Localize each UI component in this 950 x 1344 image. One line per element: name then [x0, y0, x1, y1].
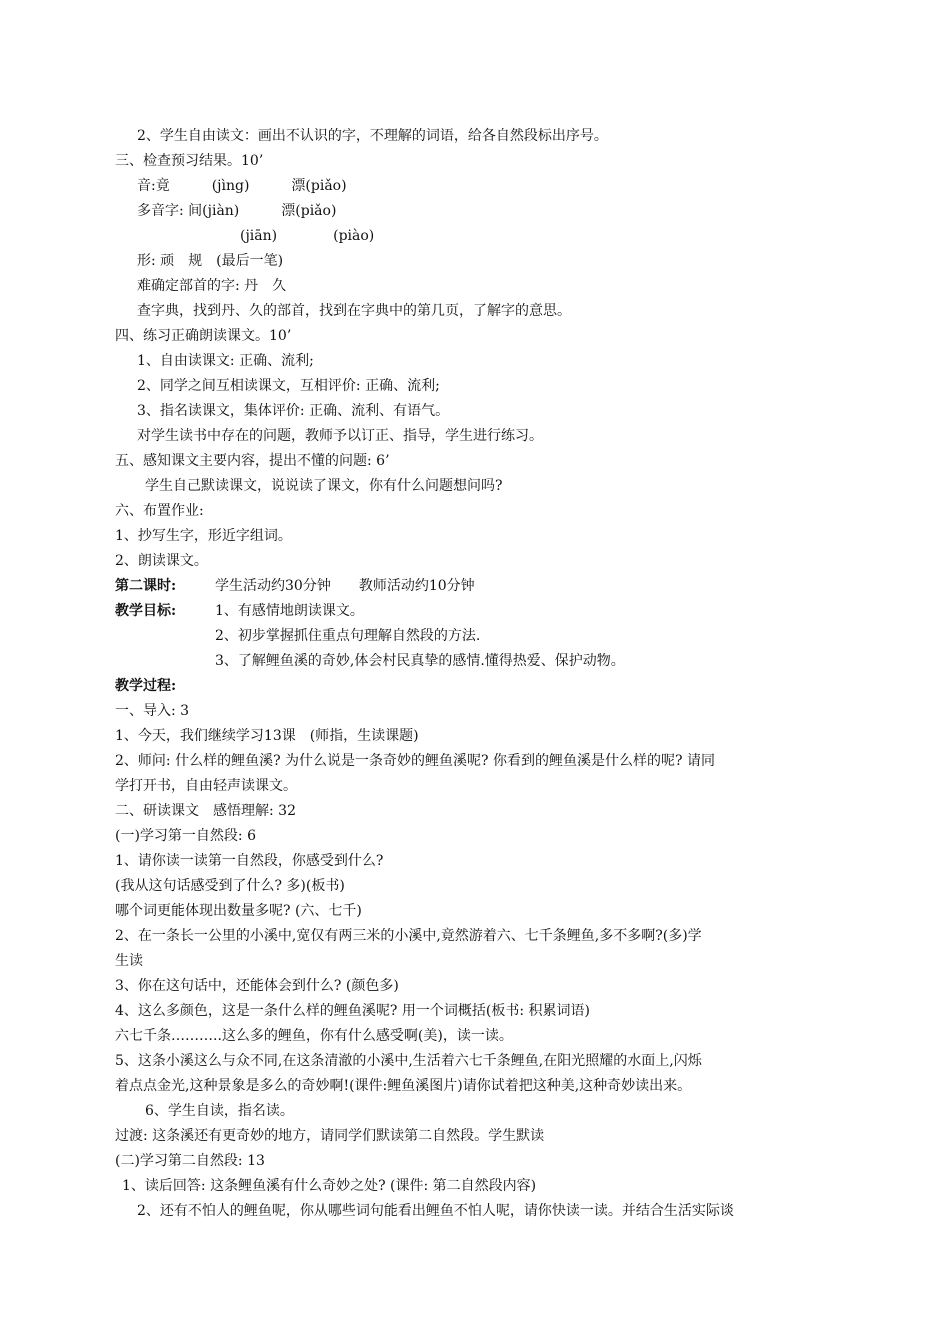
section-heading: 四、练习正确朗读课文。10’	[115, 328, 292, 344]
text-line: 形: 顽 规 (最后一笔)	[137, 253, 284, 269]
text-line: 对学生读书中存在的问题，教师予以订正、指导，学生进行练习。	[137, 428, 543, 444]
text-line: 1、自由读课文: 正确、流利;	[137, 353, 314, 369]
text-line: 音:竟 (jìng) 漂(piǎo)	[137, 178, 347, 194]
text-line: 难确定部首的字: 丹 久	[137, 278, 287, 294]
goals-label: 教学目标:	[115, 603, 177, 619]
text-line: 5、这条小溪这么与众不同,在这条清澈的小溪中,生活着六七千条鲤鱼,在阳光照耀的水面上,闪烁	[115, 1053, 702, 1069]
subsection-heading: (一)学习第一自然段: 6	[115, 828, 256, 844]
section-heading: 五、感知课文主要内容，提出不懂的问题: 6’	[115, 453, 390, 469]
text-line: 1、读后回答: 这条鲤鱼溪有什么奇妙之处? (课件: 第二自然段内容)	[122, 1178, 537, 1194]
text-line: 3、了解鲤鱼溪的奇妙,体会村民真挚的感情.懂得热爱、保护动物。	[215, 653, 625, 669]
text-line: 2、朗读课文。	[115, 553, 208, 569]
text-line: 2、同学之间互相读课文，互相评价: 正确、流利;	[137, 378, 440, 394]
text-line: 过渡: 这条溪还有更奇妙的地方，请同学们默读第二自然段。学生默读	[115, 1128, 545, 1144]
text-line: 哪个词更能体现出数量多呢? (六、七千)	[115, 903, 362, 919]
text-line: 着点点金光,这种景象是多么的奇妙啊!(课件:鲤鱼溪图片)请你试着把这种美,这种奇妙读出来。	[115, 1078, 692, 1094]
text-line: 1、请你读一读第一自然段，你感受到什么?	[115, 853, 384, 869]
text-line: 学生活动约30分钟 教师活动约10分钟	[215, 578, 475, 594]
section-heading: 二、研读课文 感悟理解: 32	[115, 803, 296, 819]
text-line: 学生自己默读课文，说说读了课文，你有什么问题想问吗?	[145, 478, 503, 494]
text-line: 3、指名读课文，集体评价: 正确、流利、有语气。	[137, 403, 450, 419]
subsection-heading: (二)学习第二自然段: 13	[115, 1153, 265, 1169]
text-line: 1、今天，我们继续学习13课 (师指，生读课题)	[115, 728, 419, 744]
text-line: 查字典，找到丹、久的部首，找到在字典中的第几页，了解字的意思。	[137, 303, 571, 319]
section-heading: 一、导入: 3	[115, 703, 190, 719]
text-line: 2、还有不怕人的鲤鱼呢，你从哪些词句能看出鲤鱼不怕人呢，请你快读一读。并结合生活实际谈	[137, 1203, 734, 1219]
text-line: (我从这句话感受到了什么? 多)(板书)	[115, 878, 345, 894]
text-line: 2、师问: 什么样的鲤鱼溪? 为什么说是一条奇妙的鲤鱼溪呢? 你看到的鲤鱼溪是什么样的呢? 请同	[115, 753, 715, 769]
text-line: 2、在一条长一公里的小溪中,宽仅有两三米的小溪中,竟然游着六、七千条鲤鱼,多不多啊?(多)学	[115, 928, 702, 944]
text-line: 4、这么多颜色，这是一条什么样的鲤鱼溪呢? 用一个词概括(板书: 积累词语)	[115, 1003, 590, 1019]
text-line: 学打开书，自由轻声读课文。	[115, 778, 297, 794]
text-line: 六七千条………..这么多的鲤鱼，你有什么感受啊(美)，读一读。	[115, 1028, 513, 1044]
text-line: 2、初步掌握抓住重点句理解自然段的方法.	[215, 628, 481, 644]
lesson-label: 第二课时:	[115, 578, 177, 594]
text-line: 1、有感情地朗读课文。	[215, 603, 364, 619]
text-line: 1、抄写生字，形近字组词。	[115, 528, 292, 544]
process-label: 教学过程:	[115, 678, 177, 694]
text-line: 2、学生自由读文：画出不认识的字，不理解的词语，给各自然段标出序号。	[137, 128, 608, 144]
section-heading: 三、检查预习结果。10’	[115, 153, 264, 169]
text-line: (jiān) (piào)	[240, 228, 375, 244]
text-line: 生读	[115, 953, 143, 969]
text-line: 多音字: 间(jiàn) 漂(piǎo)	[137, 203, 337, 219]
text-line: 6、学生自读，指名读。	[145, 1103, 294, 1119]
section-heading: 六、布置作业:	[115, 503, 204, 519]
text-line: 3、你在这句话中，还能体会到什么? (颜色多)	[115, 978, 399, 994]
